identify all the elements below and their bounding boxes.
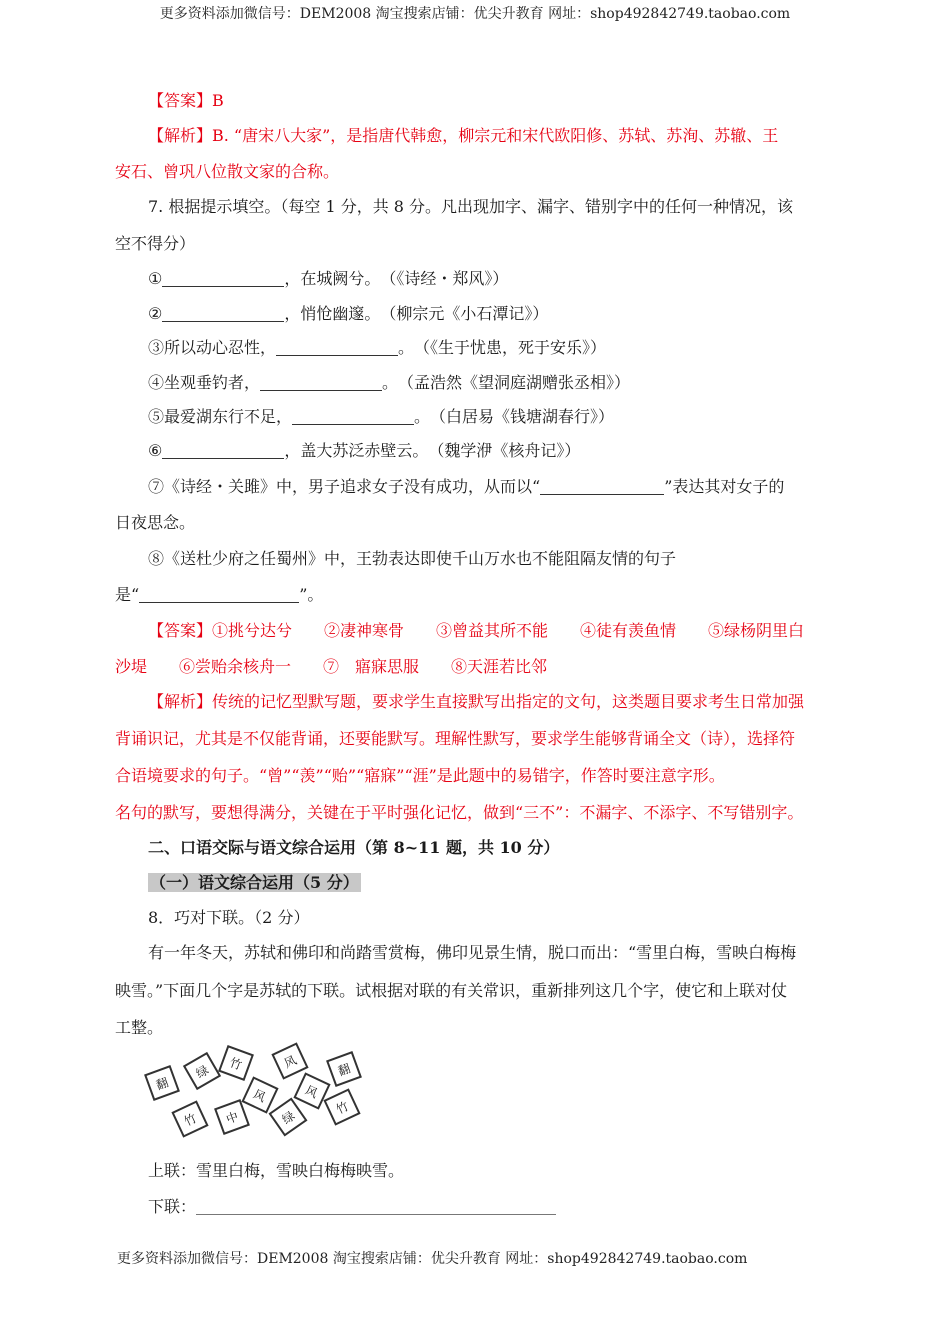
- q7-item-3-blank[interactable]: [276, 339, 398, 356]
- q7-item-7-prefix: ⑦《诗经・关雎》中，男子追求女子没有成功，从而以“: [148, 477, 541, 496]
- q7-item-8-line-2: [115, 584, 323, 606]
- q7-item-5-blank[interactable]: [292, 408, 414, 425]
- q7-analysis-line-4: 名句的默写，要想得满分，关键在于平时强化记忆，做到“三不”：不漏字、不添字、不写错别字。: [115, 803, 804, 822]
- q7-item-7: [148, 476, 784, 498]
- page-header: 更多资料添加微信号：DEM2008 淘宝搜索店铺：优尖升教育 网址：shop492842749.taobao.com: [159, 6, 791, 22]
- q8-paragraph-line-3: 工整。: [115, 1018, 164, 1037]
- q8-lower-couplet: [148, 1196, 556, 1218]
- q7-item-5-prefix: ⑤最爱湖东行不足，: [148, 407, 293, 426]
- q7-item-2-suffix: ，悄怆幽邃。 （柳宗元《小石潭记》）: [284, 304, 549, 323]
- q7-item-1-blank[interactable]: [162, 270, 284, 287]
- q7-item-5-suffix: 。 （白居易《钱塘湖春行》）: [414, 407, 615, 426]
- q7-analysis-line-1: 【解析】传统的记忆型默写题，要求学生直接默写出指定的文句，这类题目要求考生日常加强: [148, 692, 805, 711]
- q7-item-2-prefix: ②: [148, 304, 163, 323]
- q6-analysis-line-2: 安石、曾巩八位散文家的合称。: [115, 162, 340, 181]
- q7-analysis-line-3: 合语境要求的句子。“曾”“羡”“贻”“寤寐”“涯”是此题中的易错字，作答时要注意字形。: [115, 766, 725, 785]
- q7-answer-line-2: 沙堤 ⑥尝贻余核舟一 ⑦ 寤寐思服 ⑧天涯若比邻: [115, 657, 548, 676]
- q7-item-5: [148, 406, 614, 428]
- q6-analysis-line-1: 【解析】B. “唐宋八大家”，是指唐代韩愈，柳宗元和宋代欧阳修、苏轼、苏洵、苏辙、王: [148, 126, 779, 145]
- character-tile: 风: [241, 1076, 278, 1113]
- q7-item-8-line-1: ⑧《送杜少府之任蜀州》中，王勃表达即使千山万水也不能阻隔友情的句子: [148, 549, 677, 568]
- section-2-subtitle-label: （一）语文综合运用（5 分）: [150, 873, 359, 892]
- section-2-subtitle: [148, 872, 361, 894]
- q7-item-2-blank[interactable]: [162, 305, 284, 322]
- q7-item-6-suffix: ，盖大苏泛赤壁云。 （魏学洢《核舟记》）: [284, 441, 581, 460]
- q7-item-4: [148, 372, 630, 394]
- q7-answer-line-1: 【答案】①挑兮达兮 ②凄神寒骨 ③曾益其所不能 ④徒有羡鱼情 ⑤绿杨阴里白: [148, 621, 805, 640]
- q7-item-1: [148, 268, 508, 290]
- q7-item-1-prefix: ①: [148, 269, 163, 288]
- q7-item-4-blank[interactable]: [260, 374, 382, 391]
- character-tile: 竹: [218, 1045, 254, 1081]
- character-tile: 风: [271, 1042, 308, 1079]
- q7-item-7-suffix: ”表达其对女子的: [664, 477, 785, 496]
- q7-item-3-prefix: ③所以动心忍性，: [148, 338, 277, 357]
- q7-item-8-prefix: 是“: [115, 585, 140, 604]
- section-2-title: 二、口语交际与语文综合运用（第 8~11 题，共 10 分）: [148, 838, 560, 857]
- q8-lower-label: 下联：: [148, 1197, 197, 1216]
- q6-answer: 【答案】B: [148, 91, 224, 110]
- q7-item-8-blank[interactable]: [139, 586, 299, 603]
- character-tile: 翻: [326, 1051, 362, 1087]
- q8-lower-answer-line[interactable]: [196, 1198, 556, 1215]
- q7-analysis-line-2: 背诵识记，尤其是不仅能背诵，还要能默写。理解性默写，要求学生能够背诵全文（诗），选择符: [115, 729, 796, 748]
- character-tile: 竹: [171, 1100, 208, 1137]
- character-tile: 中: [214, 1099, 250, 1135]
- character-tile: 绿: [183, 1052, 221, 1090]
- q7-item-7-blank[interactable]: [540, 478, 664, 495]
- character-tile: 竹: [323, 1088, 360, 1125]
- q7-item-7-line-2: 日夜思念。: [115, 513, 196, 532]
- character-tile: 绿: [269, 1098, 308, 1137]
- q8-paragraph-line-2: 映雪。”下面几个字是苏轼的下联。试根据对联的有关常识，重新排列这几个字，使它和上联对仗: [115, 981, 788, 1000]
- page-footer: 更多资料添加微信号：DEM2008 淘宝搜索店铺：优尖升教育 网址：shop492842749.taobao.com: [117, 1251, 748, 1267]
- q8-paragraph-line-1: 有一年冬天，苏轼和佛印和尚踏雪赏梅，佛印见景生情，脱口而出：“雪里白梅，雪映白梅梅: [148, 943, 797, 962]
- character-tile: 翻: [144, 1065, 180, 1101]
- q7-item-3-suffix: 。 （《生于忧患，死于安乐》）: [398, 338, 607, 357]
- q7-item-3: [148, 337, 606, 359]
- character-tile: 风: [293, 1072, 330, 1109]
- q7-stem-line-2: 空不得分）: [115, 234, 196, 253]
- q8-stem: 8．巧对下联。（2 分）: [148, 908, 310, 927]
- q8-upper-couplet: 上联：雪里白梅，雪映白梅梅映雪。: [148, 1161, 405, 1180]
- q7-item-6: [148, 440, 580, 462]
- q7-item-4-suffix: 。 （孟浩然《望洞庭湖赠张丞相》）: [382, 373, 631, 392]
- q7-item-6-prefix: ⑥: [148, 441, 163, 460]
- character-tiles: [140, 1045, 370, 1145]
- q7-stem-line-1: 7. 根据提示填空。（每空 1 分，共 8 分。凡出现加字、漏字、错别字中的任何一种情况，该: [148, 197, 794, 216]
- q7-item-2: [148, 303, 548, 325]
- q7-item-4-prefix: ④坐观垂钓者，: [148, 373, 261, 392]
- q7-item-8-suffix: ”。: [299, 585, 324, 604]
- q7-item-1-suffix: ，在城阙兮。 （《诗经・郑风》）: [284, 269, 509, 288]
- q7-item-6-blank[interactable]: [162, 442, 284, 459]
